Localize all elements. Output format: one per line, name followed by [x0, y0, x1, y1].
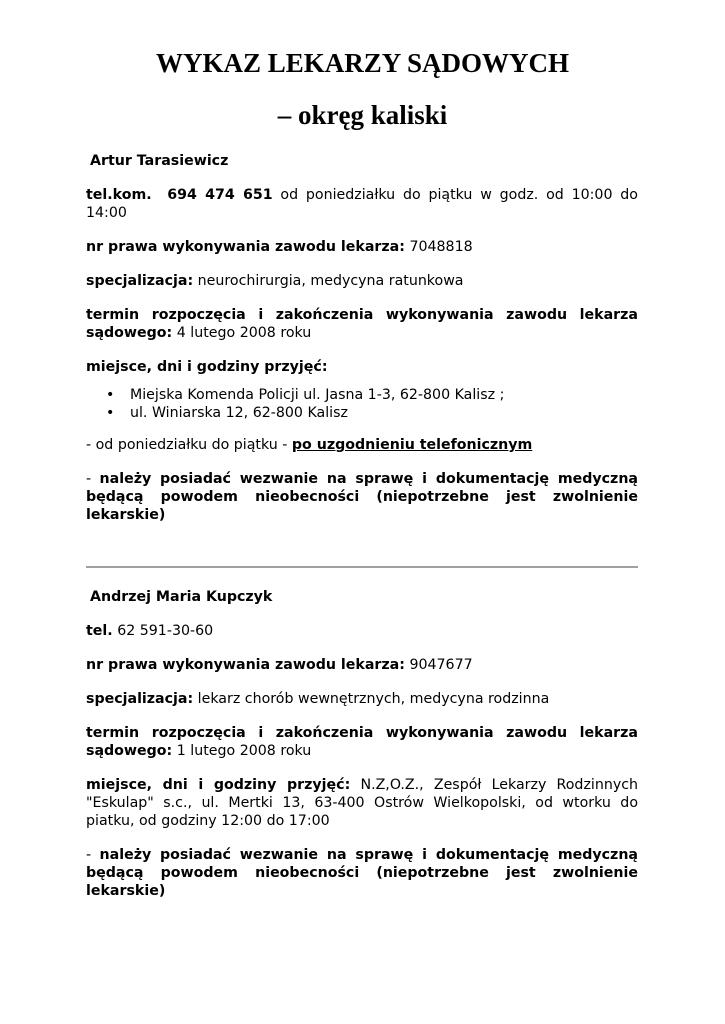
page-title: WYKAZ LEKARZY SĄDOWYCH	[155, 48, 570, 78]
phone-value: 62 591-30-60	[117, 623, 214, 639]
hours-by-phone: po uzgodnieniu telefonicznym	[291, 437, 533, 453]
term-line	[86, 724, 638, 760]
phone-value: 694 474 651	[167, 187, 273, 203]
list-item	[106, 404, 638, 422]
bullet-icon: •	[106, 387, 115, 403]
doctor-entry-1	[86, 152, 638, 540]
term-line	[86, 306, 638, 342]
place-value: N.Z,O.Z., Zespół Lekarzy Rodzinnych "Eskulap" s.c., ul. Mertki 13, 63-400 Ostrów Wielkopolski, od wtorku do piatku, od godziny 12:00 do 17:00	[86, 777, 639, 829]
specialization-line	[86, 690, 638, 708]
term-value: 4 lutego 2008 roku	[176, 325, 312, 341]
phone-label: tel.kom.	[86, 187, 152, 203]
location-list	[86, 386, 638, 422]
notice-line	[86, 846, 638, 900]
place-label: miejsce, dni i godziny przyjęć:	[86, 359, 328, 375]
term-label: termin rozpoczęcia i zakończenia wykonywania zawodu lekarza sądowego:	[86, 725, 638, 759]
place-label: miejsce, dni i godziny przyjęć:	[86, 777, 351, 793]
notice-text: należy posiadać wezwanie na sprawę i dokumentację medyczną będącą powodem nieobecności (niepotrzebne jest zwolnienie lekarskie)	[86, 847, 638, 899]
notice-dash: -	[86, 847, 92, 863]
specialization-value: neurochirurgia, medycyna ratunkowa	[197, 273, 464, 289]
list-item	[106, 386, 638, 404]
license-label: nr prawa wykonywania zawodu lekarza:	[86, 239, 405, 255]
specialization-line	[86, 272, 638, 290]
notice-line	[86, 470, 638, 524]
location-text: Miejska Komenda Policji ul. Jasna 1-3, 62-800 Kalisz ;	[130, 387, 505, 403]
specialization-label: specjalizacja:	[86, 691, 194, 707]
phone-note: od poniedziałku do piątku w godz. od 10:00 do 14:00	[86, 187, 638, 221]
license-value: 7048818	[409, 239, 473, 255]
hours-prefix: - od poniedziałku do piątku -	[86, 437, 288, 453]
license-label: nr prawa wykonywania zawodu lekarza:	[86, 657, 405, 673]
bullet-icon: •	[106, 405, 115, 421]
page-subtitle: – okręg kaliski	[277, 100, 448, 130]
doctor-name: Artur Tarasiewicz	[90, 153, 229, 169]
specialization-label: specjalizacja:	[86, 273, 194, 289]
doctor-name: Andrzej Maria Kupczyk	[90, 589, 273, 605]
doctor-entry-2	[86, 588, 638, 916]
phone-line	[86, 186, 638, 222]
term-value: 1 lutego 2008 roku	[176, 743, 312, 759]
notice-text: należy posiadać wezwanie na sprawę i dokumentację medyczną będącą powodem nieobecności (niepotrzebne jest zwolnienie lekarskie)	[86, 471, 638, 523]
license-line	[86, 238, 638, 256]
place-line	[86, 776, 638, 830]
license-line	[86, 656, 638, 674]
specialization-value: lekarz chorób wewnętrznych, medycyna rodzinna	[197, 691, 550, 707]
phone-line	[86, 622, 638, 640]
license-value: 9047677	[409, 657, 473, 673]
notice-dash: -	[86, 471, 92, 487]
location-text: ul. Winiarska 12, 62-800 Kalisz	[130, 405, 348, 421]
hours-line	[86, 436, 638, 454]
term-label: termin rozpoczęcia i zakończenia wykonywania zawodu lekarza sądowego:	[86, 307, 638, 341]
phone-label: tel.	[86, 623, 113, 639]
section-divider	[86, 566, 638, 568]
